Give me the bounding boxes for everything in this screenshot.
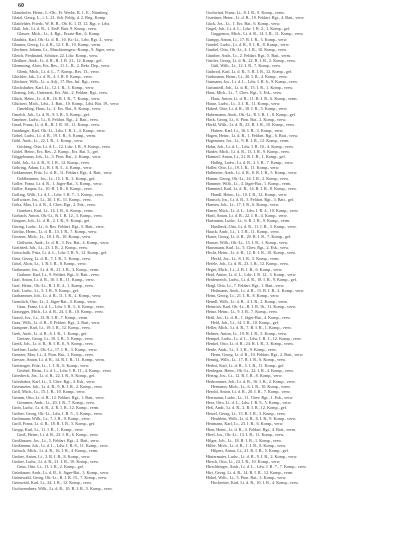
register-entry: Heckl, Jos., Lt., 8. I. R., 5. Komp., verm. (211, 255, 280, 261)
register-entry: Graf, Anton, Lt. d. R., 16. I. R., 11. Komp., verw. (12, 277, 95, 283)
register-entry: Göggelmann, Joh., Lt., 3. Pion. Bat., 2. Komp., verw. (12, 154, 102, 160)
register-entry: Herbst, Karl, Lt. d. R., 5. I. R., 11. Komp., gef. (206, 362, 285, 368)
register-entry: Griesmeier, Joh., Lt. d. R., 9. R. I. R., 2. Komp., verw. (12, 384, 103, 390)
register-entry: Gretzinger, Fritz, Lt., 1. I. R., 6. Komp., verw. (12, 362, 90, 368)
register-entry: Hahn, Joh., Lt. d. L., Ldw. I. R. 10., 4. Komp., verw. (206, 143, 294, 149)
register-entry: Grünewald, Georg, Ob.-Lt., R. I. R. 15., 7. Komp., verw. (12, 474, 108, 480)
register-entry: Glöckner, Wilh., Lt. u. Adj., 17. Res. Inf. Rgt., verw. (12, 79, 100, 85)
register-entry: Handl, Heinr., Lt., 10. I. R., 12. Komp., verw. (211, 191, 288, 197)
register-entry: Guggemos, Mich., Lt. d. R., 14. I. R., 11. Komp., verw. (211, 31, 304, 37)
register-entry: Glaß, Joh., Lt. d. R., 1. ErsF. Batt. 9. Komp., verw. (12, 26, 97, 32)
register-entry: Gran, Franz, Lt. d. L., Ldw. I. R. 3., 6. Komp., verw. (17, 303, 105, 309)
register-entry: Goldammer, Fritz, Lt. d. R., 11. Feldart. Rgt., 4. Batt., verw. (12, 170, 113, 176)
register-entry: Grötsch, Mich., Lt. d. R., 16. I. R., 4. Komp., verm. (12, 448, 99, 454)
register-entry: Gmelch, Joh., Lt. d. R., 9. I. R., 5. Komp., gef. (12, 111, 91, 117)
register-entry: Göcking, Otto, Lt. d. L., 12. Ldw. I. R., 9. Komp., verw. (17, 143, 111, 149)
register-entry: Heumann, Karl, Lt., 23. I. R., 6. Komp., verw. (206, 421, 284, 427)
register-entry: Hack, Georg, Lt., 6. Pion. Bat., 2. Komp., verw. (206, 116, 287, 122)
register-entry: Gropp, Karl, Lt., 11. I. R., 1. Komp., verw. (12, 426, 84, 432)
register-entry: Gottschalk, Fritz, Lt. d. L., Ldw. I. R. 9., 12. Komp., gef. (12, 250, 108, 256)
register-entry: Götzl, Alois, Lt., 1. R. I. R., 8. Komp., verw. (12, 261, 87, 267)
register-entry: Hausmann, Karl, Lt., 5. Chev. Rgt., 2. Esk., verw. (206, 245, 290, 251)
page-number: 60 (18, 3, 24, 9)
register-entry: Glanzhofer, Heinr., L.-Ob., Fr. Werke, B. 1. E., Nürnberg (12, 10, 108, 15)
register-entry: Groll, Franz, Lt. d. R., 18. R. I. R., 5. Komp., gef. (12, 421, 96, 427)
register-entry: Görlitz, Herm., Lt. d. R., 13. I. R., 7. Komp., verw. (12, 229, 98, 235)
register-entry: Gnad, Franz, Lt. d. R., R. I. R. 10., 11. Komp., verw. (12, 122, 101, 128)
register-entry: Heim, Georg, Lt., 21. I. R., 8. Komp., verw. (206, 293, 280, 299)
register-entry: Göhl, Joh., Lt. d. R., 8. I. R., 12. Komp., verw. (12, 159, 91, 165)
register-entry: Heß, Andr., Lt. d. R., 2. R. I. R., 12. Komp., gef. (206, 405, 288, 411)
register-column-left (12, 10, 196, 528)
register-entry: Gugel, Joh., Lt. d. L., Ldw. I. R. 2., 1. Komp., gef. (206, 26, 291, 32)
register-entry: Gresser, Anton, Lt. d. R., 14. R. I. R., 11. Komp., verm. (12, 357, 105, 363)
register-entry: Glückert, Mich., Ldst., 3. Batt., 10. Komp., Ldst. Bat. 19., verw. (12, 100, 120, 106)
register-entry: Grasegger, Mich., Lt. d. R., 24. I. R., 10. Komp., verw. (12, 309, 104, 315)
register-entry: Gutbrod, Karl, Lt. d. R., 5. R. I. R., 12. Komp., gef. (206, 68, 293, 74)
register-entry: Greiner, Georg, Lt., 10. I. R., 5. Komp., verw. (17, 335, 94, 341)
register-entry: Gmeiner, Ludw., Lt., 6. Feldart. Rgt., 2. Batt., verw. (12, 116, 99, 122)
register-entry: Herdegen, Heinr., Ob.-Lt., 22. I. R., 4. Komp., verw. (206, 368, 294, 374)
register-entry: Grahammer, Joh., Lt. d. R., 11. I. R., 2. Komp., verw. (12, 293, 102, 299)
register-entry: Greiß, Joh., Lt. d. R., R. I. R. 8., 9. Komp., verw. (12, 341, 94, 347)
register-entry: Glenk, Mich., Lt. d. L., 7. Komp., Res. 13., verw. (17, 68, 100, 74)
register-entry: Götz, Georg, Lt. d. R., 7. I. R., 5. Komp., verw. (12, 255, 92, 261)
register-entry: Hansen, Joh., Lt., 17. I. R., 6. Komp., verw. (206, 202, 280, 208)
register-entry: Hilger, Joh., Lt., 18. R. I. R., 1. Komp., verw. (206, 437, 282, 443)
register-entry: Gößwein, Andr., Lt. d. R., 3. Ers. Bat., 4. Komp., verw. (17, 239, 110, 245)
register-entry: Held, Joh., Lt., 14. I. R., 10. Komp., gef. (211, 319, 280, 325)
register-entry: Großhauser, Jos., Lt., 5. Feldart. Rgt., 2. Batt., verw. (12, 437, 100, 443)
register-entry: Hennig, Wilh., Lt., 17. R. I. R., 6. Komp., verw. (206, 357, 287, 363)
register-entry: Hempel, Ludw., Lt. d. L., Ldw. I. R. 1., 12. Komp., verw. (206, 335, 302, 341)
register-entry: Gleich, Ferdinand, Schütze, 22. Ldw. Komp., verw. (12, 52, 99, 58)
register-entry: Haas, Mich., Lt., 7. Chev. Rgt., 3. Esk., verw. (206, 90, 283, 96)
register-entry: Gombert, Karl, Lt., 14. I. R., 6. Komp., verm. (17, 207, 94, 213)
register-entry: Hartl, Anton, Lt. d. R., 22. I. R., 4. Komp., verw. (206, 213, 288, 219)
register-entry: Gutmann, Jos., Lt. d. L., Ldw. I. R. 6., 9. Komp., verw. (206, 79, 298, 85)
register-entry: Hirsch, Otto, Lt., 24. I. R., 10. Komp., verw. (206, 458, 281, 464)
register-entry: Haller, Otto, Lt., 19. I. R., 11. Komp., verw. (206, 164, 280, 170)
register-entry: Hirschberger, Andr., Lt. d. L., Ldw. I. R. 7., 7. Komp., verw. (206, 464, 307, 470)
register-entry: Haider, Mich., Lt. d. R., 13. I. R., 9. Komp., verw. (206, 148, 290, 154)
register-entry: Gleißner, Andr., Lt. d. R., R. I. R. 21., 12. Komp., gef. (12, 58, 103, 64)
register-entry: Grohmann, Wilh., Lt., 7. I. R., 9. Komp., verw. (12, 416, 91, 422)
register-entry: Glemming, Alois, Ers. Res., 11. L. R., 2. Rekr. Dep., verw. (12, 63, 111, 69)
register-entry: Hierl, Jos., Ob.-Lt., 13. I. R., 11. Komp., verw. (206, 432, 285, 438)
register-entry: Haberl, Otto, Lt. d. R., 18. I. R., 5. Komp., verw. (206, 106, 288, 112)
register-entry: Hagenauer, Jos., Lt., 9. R. I. R., 12. Komp., verm. (206, 138, 290, 144)
register-entry: Güß, Wilh., Lt., 12. I. R., 7. Komp., verw. (211, 63, 282, 69)
register-entry: Hanisch, Jos., Lt. d. R., 3. Feldart. Rgt., 3. Batt., gef. (206, 197, 295, 203)
register-entry: Glattfelder, Friedr., W. B. B., Ob. K. 1. D. 12. Rgt. v. Ldst. (12, 20, 111, 26)
register-entry: Grenzer, Max, Lt., 4. Pion. Bat., 1. Komp., verw. (12, 352, 94, 357)
register-entry: Heublein, Wilh., Lt. d. R., 8. I. R., 9. Komp., verw. (211, 416, 297, 422)
register-entry: Hetzel, Georg, Lt., 15. R. I. R., 3. Komp., verw. (206, 410, 286, 416)
register-entry: Heinrich, Karl, Ob.-Lt., R. I. R. 16., 11. Komp., verw. (206, 303, 297, 309)
register-entry: Herz, Otto, Lt. d. L., Ldw. I. R. 9., 5. Komp., verw. (206, 400, 292, 406)
register-entry: Grieshaber, Karl, Lt., 3. Chev. Rgt., 4. Esk., verw. (12, 378, 96, 384)
register-entry: Hartmann, Ludw., Lt., 6. R. I. R., 9. Komp., verm. (206, 218, 291, 224)
register-entry: Habermann, Andr., Ob.-Lt., R. I. R. 1., 8. Komp., gef. (206, 111, 297, 117)
register-entry: Glaubitz, Karl, Ob.-Lt. d. R., 10. Kr.-Lt., Ldw. Rgt. 3., verw. (12, 36, 114, 42)
register-entry: Gmehling, Hans, Lt., 2. Ers. Bat., 8. Komp., verw. (17, 106, 102, 112)
register-entry: Haslbeck, Otto, Lt. d. R., 11. I. R., 3. Komp., verw. (211, 223, 297, 229)
register-entry: Hauck, Andr., Lt., 1. I. R., 11. Komp., verw. (206, 229, 280, 235)
register-entry: Görgner, Joh., Lt. d. R., 2. I. R., 9. Komp., gef. (12, 218, 91, 224)
register-entry: Glechner, Johann, Lt., Maschinengew.-Komp., 9. Jäger, verw. (12, 47, 116, 53)
register-entry: Gottfried, Joh., Lt., 23. I. R., 2. Komp., verw. (12, 245, 88, 251)
register-entry: Glatzl, Georg, L., i. L. 21. Sch. Feldg. d. 2. Brig. Komp. (12, 15, 107, 21)
register-entry: Gollwitzer, Jos., Lt., 20. I. R., 11. Komp., verw. (12, 197, 92, 203)
register-entry: Hauer, Georg, Lt. d. R., 20. R. I. R., 7. Komp., gef. (206, 234, 292, 240)
register-entry: Häckl, Wilh., Lt. d. R., 23. R. I. R., 10. Komp., verw. (206, 122, 295, 128)
register-entry: Groß, Heinr., Lt. d. R., 23. I. R., 6. Komp., verw. (17, 432, 99, 438)
register-entry: Gnädinger, Karl, Ob.-Lt., Ldw. I. R. 2., 4. Komp., verw. (12, 127, 106, 133)
register-entry: Gramlich, Otto, Lt., 2. Jäger-Bat., 4. Komp., verw. (12, 298, 97, 304)
register-entry: Grabner, Karl, Lt., 9. Feldart. Rgt., 6. Batt., verw. (17, 271, 100, 277)
register-entry: Grimm, Otto, Lt. d. R., 12. Feldart. Rgt., 1. Batt., verw. (12, 394, 105, 400)
register-entry: Göhring, Adam, Lt., R. I. R. 5., 4. Komp., verw. (12, 164, 93, 170)
register-entry: Hermann, Mich., Lt., 6. I. R., 10. Komp., verm. (211, 384, 291, 390)
register-entry: Hammerl, Karl, Lt. d. R., 14. R. I. R., 8. Komp., verw. (206, 186, 297, 192)
register-entry: Gschwendtner, Wilh., Lt. d. R., 10. R. I. R., 5. Komp., verw. (12, 485, 113, 491)
register-entry: Heindl, Wilh., Lt. d. R., 4. I. R., 2. Komp., verm. (206, 298, 288, 304)
register-entry: Hammer, Wilh., Lt., 4. Jäger-Bat., 1. Komp., verm. (206, 181, 292, 186)
register-entry: Herold, Anton, Lt. d. R., 20. I. R., 7. Komp., verw. (206, 389, 291, 395)
register-entry: Herkommer, Joh., Lt. d. R., 16. I. R., 2. Komp., verw. (206, 378, 296, 384)
register-entry: Hien, Heinr., Lt. d. R., 4. Feldart. Rgt., 4. Batt., verm. (206, 426, 296, 432)
register-entry: Göller, Kaspar, Lt., 10. R. I. R., 8. Komp., verw. (12, 186, 93, 192)
register-entry: Herrmann, Ludw., Lt., 11. Chev. Rgt., 1. Esk., verw. (206, 394, 294, 400)
register-entry: Gutsmiedl, Joh., Lt. d. R., 15. I. R., 1. Komp., verw. (206, 84, 294, 90)
register-entry: Grün, Otto, Lt., 13. I. R., 2. Komp., gef. (17, 464, 84, 470)
register-entry: Goltz, Max, Lt. d. R., 4. Chev. Rgt., 2. Esk., verw. (12, 202, 96, 208)
register-entry: Heidenreich, Ludw., Lt. d. R., 18. I. R., 9. Komp., gef. (206, 277, 298, 283)
register-columns (12, 10, 390, 528)
register-entry: Grau, Wilh., Lt. d. R., 8. Feldart. Rgt., 3. Batt., verw. (12, 319, 101, 325)
register-entry: Heilmann, Andr., Lt. d. R., 13. R. I. R., 4. Komp., verw. (211, 287, 305, 293)
register-entry: Heger, Mich., Lt., 2. R. I. R., 6. Komp., verw. (206, 266, 283, 272)
register-entry: Grassl, Jos., Lt., 13. R. I. R., 7. Komp., verm. (12, 314, 89, 320)
register-entry: Glöckler, Jak., Lt. d. R., 4. I. R. 8. Komp., verw. (12, 74, 93, 80)
register-entry: Gruber, Ludw., Lt. d. R., 21. I. R., 10. Komp., verw. (12, 458, 100, 464)
register-entry: Hirt, Georg, Lt. d. R., 14. R. I. R., 12. Komp., verm. (206, 469, 294, 475)
register-entry: Hilpert, Anton, Lt., 21. R. I. R., 5. Komp., gef. (211, 448, 289, 454)
register-entry: Gräf, Ludw., Lt., 5. I. R., 9. Komp., gef. (12, 287, 80, 293)
register-entry: Glück, Heinr., Lt. d. R., 16. R. I. R., 7. Komp., verw. (12, 95, 101, 101)
register-entry: Hintermaier, Ludw., Lt. d. R., 9. I. R., 2. Komp., verw. (206, 453, 298, 459)
register-entry: Grill, Mich., Lt., 15. I. R., 10. Komp., verw. (12, 389, 86, 395)
register-entry: Gürtler, Georg, Lt. d. R., 22. R. I. R., 2. Komp., verw. (206, 58, 296, 64)
register-entry: Golling, Wilh., Lt. d. L., Ldw. I. R. 7., 1. Komp., verw. (12, 191, 104, 197)
register-entry: Höbel, Wilh., Lt., 5. Pion. Bat., 3. Komp., verw. (206, 474, 287, 480)
register-entry: Gundel, Ludw., Lt. d. R., 9. I. R., 8. Komp., verw. (206, 42, 290, 48)
register-entry: Henn, Georg, Lt. d. R., 10. Feldart. Rgt., 2. Batt., verw. (211, 352, 304, 357)
register-entry: Gorbach, Anton, Ob.-Lt., R. I. R. 12., 3. Komp., verw. (12, 213, 103, 219)
register-entry: Hafner, Karl, Lt., 16. I. R., 3. Komp., verw. (211, 127, 284, 133)
register-entry: Helmer, Anton, Lt., 19. R. I. R., 5. Komp., verw. (206, 330, 288, 336)
register-entry: Heigl, Otto, Lt., 7. Feldart. Rgt., 1. Batt., verw. (206, 282, 285, 288)
register-entry: Gschwind, Franz, Lt., 8. I. R., 9. Komp., verm. (206, 10, 285, 15)
register-entry: Grünwald, Karl, Lt., 24. I. R., 12. Komp., verw. (12, 480, 92, 486)
register-entry: Hefele, Joh., Lt. d. R., 23. I. R., 12. Komp., verw. (206, 261, 289, 267)
register-entry: Goldbrunner, Jos., Lt., 15. I. R., 2. Komp., gef. (17, 175, 96, 181)
register-entry: Hochreiter, Karl, Lt. d. R., 10. I. R., 4. Komp., verw. (211, 480, 299, 486)
register-entry: Gstettner, Heinr., Lt. d. R., 19. Feldart. Rgt., 4. Batt., verw. (206, 15, 305, 21)
register-entry: Glockshuber, Karl, Lt., 12. I. R., 3. Komp., verw. (12, 84, 95, 90)
register-entry: Hallmeier, Andr., Lt. d. R., 8. R. I. R., 5. Komp., verw. (206, 170, 298, 176)
register-entry: Hering, Jos., Lt., 12. R. I. R., 8. Komp., verw. (206, 373, 283, 379)
register-entry: Haas, Anton, Lt. d. R., 11. R. I. R., 6. Komp., verm. (211, 95, 298, 101)
register-entry: Glasser, Mich., Lt., 4. Rgt., Ersatz-Bat., 6. Komp. (17, 31, 101, 37)
register-entry: Haimerl, Anton, Lt., 21. R. I. R., 1. Komp., gef. (206, 154, 286, 160)
register-entry: Harrer, Mich., Lt. d. L., Ldw. I. R. 4., 10. Komp., verw. (206, 207, 299, 213)
register-entry: Hecht, Heinr., Lt. d. R., 12. R. I. R., 10. Komp., verw. (206, 250, 297, 256)
register-entry: Großmann, Joh., Lt. d. L., Ldw. I. R. 8., 11. Komp., verw. (12, 442, 109, 448)
register-entry: Göbel, Ludw., Lt. d. R., 19. I. R., 6. Komp., verm. (12, 132, 97, 138)
register-column-right (206, 10, 390, 528)
register-entry: Gruber, Anton, Lt., 3. R. I. R., 8. Komp., verw. (12, 453, 91, 459)
register-entry: Heinz, Heinr., Lt., 9. I. R., 7. Komp., verw. (206, 309, 278, 315)
register-entry: Henle, Andr., Lt., 3. I. R., 9. Komp., verw. (206, 346, 277, 352)
register-entry: Günther, Andr., Lt., 2. Feldart. Rgt., 5. Batt., verm. (206, 52, 292, 58)
register-entry: Grimmer, Andr., Lt., 20. I. R., 7. Komp., verw. (17, 400, 96, 406)
register-entry: Heid, Anton, Lt. d. L., Ldw. I. R. 12., 3. Komp., verw. (206, 271, 297, 277)
register-entry: Gloning, Joh., Unterarzt, Ers. Abt., 2. Feldart. Rgt., verw. (12, 90, 109, 96)
register-entry: Graupner, Karl, Lt., 19. I. R., 12. Komp., verw. (12, 325, 91, 331)
register-entry: Gück, Jos., Lt., 1. Ers. Bat., 6. Komp., verw. (206, 20, 281, 26)
register-entry: Heller, Mich., Lt. d. R., 7. R. I. R., 1. Komp., verw. (206, 325, 292, 331)
register-entry: Greb, Andr., Lt. d. R., 6. I. R., 1. Komp., gef. (12, 330, 88, 336)
register-entry: Hagen, Heinr., Lt. d. R., 1. Feldart. Rgt., 6. Batt., verw. (206, 132, 299, 138)
register-entry: Goller, Franz, Lt. d. R., 1. Jäger-Bat., 3. Komp., verw. (12, 181, 103, 186)
register-entry: Gröber, Georg, Ob.-Lt., Ldw. I. R. 5., 3. Komp., verw. (12, 410, 103, 416)
register-entry: Guthmann, Heinr., Lt., 20. I. R., 4. Komp., verw. (206, 74, 288, 80)
register-entry: Gödel, Heinr., Ers. Res., 2. Komp., Ers. Bat. 5., gef. (12, 148, 99, 154)
register-entry: Halbig, Ludw., Lt. d. R., 2. I. R., 7. Komp., verw. (211, 159, 294, 165)
register-entry: Göbl, Andr., Lt., 22. I. R., 1. Komp., verw. (12, 138, 84, 144)
register-entry: Hiller, Mich., Lt. d. R., 1. I. R., 8. Komp., verw. (206, 442, 287, 448)
register-entry: Gunkel, Otto, Ob.-Lt., 4. I. R., 10. Komp., verw. (206, 47, 288, 53)
register-entry: Gumpp, Anton, Lt., 17. R. I. R., 3. Komp., verw. (206, 36, 288, 42)
register-entry: Grünbauer, Andr., Lt. d. R., 6. Jäger-Bat., 3. Komp., verw. (12, 469, 110, 475)
register-entry: Griebel, Heinr., Lt. d. L., Ldw. I. R. 11., 4. Komp., verw. (17, 368, 112, 374)
register-entry: Grellner, Ludw., Ob.-Lt., 17. I. R., 3. Komp., verw. (12, 346, 98, 352)
register-entry: Glauner, Georg, Lt. d. R., 12. I. R., 10. Komp., verm. (12, 42, 102, 48)
register-entry: Graf, Heinr., Ob.-Lt., R. I. R. 4., 1. Komp., verw. (12, 282, 95, 288)
register-entry: Hamm, Georg, Ob.-Lt., 24. I. R., 2. Komp., verw. (206, 175, 290, 181)
register-entry: Hauser, Wilh., Ob.-Lt., 15. I. R., 1. Komp., verw. (206, 239, 289, 245)
register-entry: Göring, Ludw., Lt., 6. Res. Feldart. Rgt., 5. Batt., verw. (12, 223, 105, 229)
register-entry: Grob, Ludw., Lt. d. R., 2. R. I. R., 12. Komp., verm. (12, 405, 100, 411)
register-entry: Heiß, Jos., Lt. d. R., 1. Jäger-Bat., 4. Komp., verw. (206, 314, 291, 320)
register-entry: Gossner, Mich., Lt., 18. I. R., 10. Komp., verw. (12, 234, 92, 240)
register-entry: Grabmaier, Jos., Lt. d. R., 21. I. R., 3. Komp., verm. (12, 266, 100, 272)
register-entry: Haase, Ludw., Lt., 3. I. R., 11. Komp., verw. (206, 100, 281, 106)
register-entry: Griesbeck, Jos., Lt. d. R., 22. I. R., 8. Komp., gef. (12, 373, 96, 379)
register-entry: Henkel, Otto, Lt. d. R., 24. R. I. R., 3. Komp., verm. (206, 341, 294, 347)
